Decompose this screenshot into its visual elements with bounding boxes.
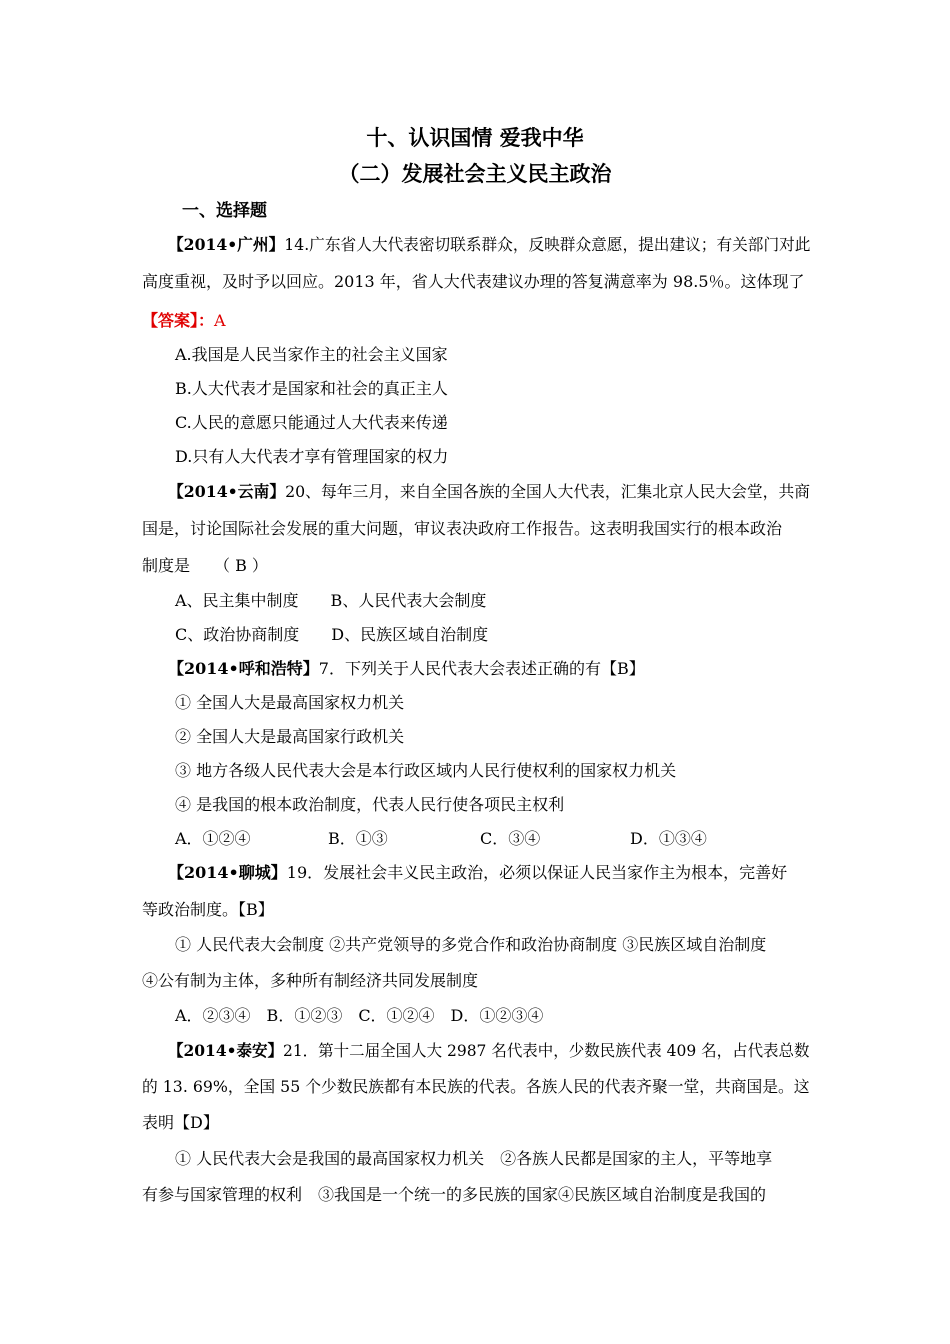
answer-value: A (214, 311, 226, 330)
q21-text-1: 21．第十二届全国人大 2987 名代表中，少数民族代表 409 名，占代表总数 (282, 1041, 810, 1060)
section-heading: 一、选择题 (182, 201, 267, 221)
q14-option-c: C.人民的意愿只能通过人大代表来传递 (175, 413, 448, 432)
q7-line-1 (168, 658, 645, 680)
q7-tag: 【2014•呼和浩特】 (168, 659, 319, 678)
q20-line-2: 国是，讨论国际社会发展的重大问题，审议表决政府工作报告。这表明我国实行的根本政治 (142, 519, 783, 538)
q19-line-3: ① 人民代表大会制度 ②共产党领导的多党合作和政治协商制度 ③民族区域自治制度 (175, 935, 767, 954)
q14-text-1: 14.广东省人大代表密切联系群众，反映群众意愿，提出建议；有关部门对此 (284, 235, 811, 254)
q20-tag: 【2014•云南】 (168, 482, 286, 501)
q7-option-c: C．③④ (480, 829, 541, 848)
q7-option-d: D．①③④ (630, 829, 707, 848)
q7-option-a: A．①②④ (175, 829, 251, 848)
q20-line-1 (168, 481, 810, 503)
answer-label: 【答案】： (142, 311, 215, 330)
q21-line-1 (168, 1040, 810, 1062)
q7-item-4: ④ 是我国的根本政治制度，代表人民行使各项民主权利 (175, 795, 565, 814)
q14-option-d: D.只有人大代表才享有管理国家的权力 (175, 447, 449, 466)
q20-line-3: 制度是 （ B ） (142, 556, 268, 575)
q7-text-1: 7．下列关于人民代表大会表述正确的有【B】 (318, 659, 645, 678)
q21-line-3: 表明【D】 (142, 1113, 219, 1132)
q21-line-4: ① 人民代表大会是我国的最高国家权力机关 ②各族人民都是国家的主人，平等地享 (175, 1149, 773, 1168)
q20-options-row-1: A、民主集中制度 B、人民代表大会制度 (175, 591, 487, 610)
q14-option-b: B.人大代表才是国家和社会的真正主人 (175, 379, 448, 398)
doc-title: 十、认识国情 爱我中华 (366, 126, 584, 150)
q7-item-2: ② 全国人大是最高国家行政机关 (175, 727, 405, 746)
q14-line-1 (168, 234, 810, 256)
q19-line-4: ④公有制为主体，多种所有制经济共同发展制度 (142, 971, 479, 990)
q20-options-row-2: C、政治协商制度 D、民族区域自治制度 (175, 625, 489, 644)
q7-item-1: ① 全国人大是最高国家权力机关 (175, 693, 405, 712)
q19-options: A．②③④ B．①②③ C．①②④ D．①②③④ (175, 1006, 544, 1025)
q19-tag: 【2014•聊城】 (168, 863, 287, 882)
q19-line-1 (168, 862, 787, 884)
q19-line-2: 等政治制度。【B】 (142, 900, 274, 919)
q21-line-2: 的 13. 69%，全国 55 个少数民族都有本民族的代表。各族人民的代表齐聚一堂，共商国是。这 (142, 1077, 810, 1096)
q14-line-2: 高度重视，及时予以回应。2013 年，省人大代表建议办理的答复满意率为 98.5％。这体现了 (142, 272, 805, 291)
q14-tag: 【2014•广州】 (168, 235, 285, 254)
doc-subtitle: （二）发展社会主义民主政治 (338, 162, 612, 186)
q20-text-1: 20、每年三月，来自全国各族的全国人大代表，汇集北京人民大会堂，共商 (285, 482, 811, 501)
q14-option-a: A.我国是人民当家作主的社会主义国家 (175, 345, 448, 364)
q7-item-3: ③ 地方各级人民代表大会是本行政区域内人民行使权利的国家权力机关 (175, 761, 677, 780)
q21-line-5: 有参与国家管理的权利 ③我国是一个统一的多民族的国家④民族区域自治制度是我国的 (142, 1185, 767, 1204)
q14-answer (142, 310, 226, 332)
q19-text-1: 19．发展社会丰义民主政治，必须以保证人民当家作主为根本，完善好 (286, 863, 788, 882)
q21-tag: 【2014•泰安】 (168, 1041, 283, 1060)
q7-option-b: B．①③ (328, 829, 388, 848)
